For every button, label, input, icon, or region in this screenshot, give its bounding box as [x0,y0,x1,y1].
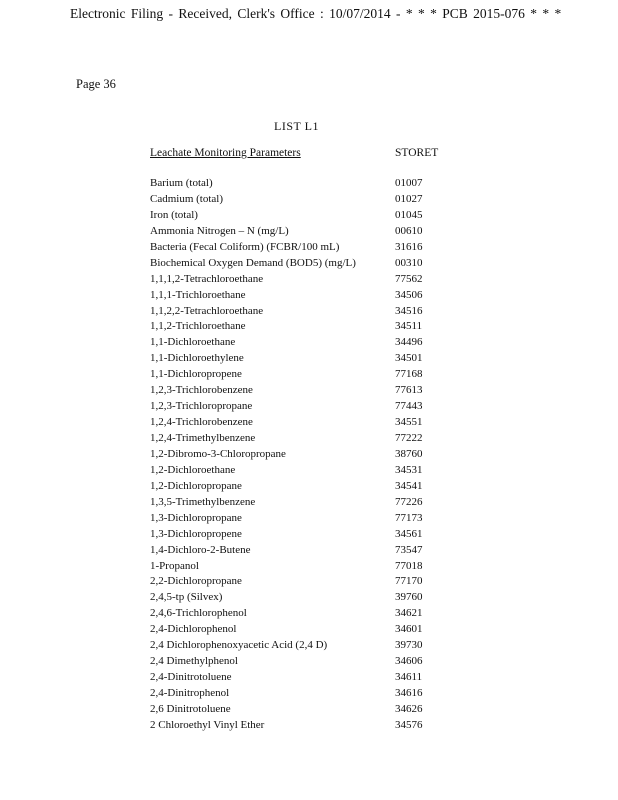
storet-code: 01007 [395,177,423,189]
list-title: LIST L1 [274,119,319,133]
storet-code: 77226 [395,495,423,508]
storet-code: 00310 [395,256,423,269]
parameter-name: Iron (total) [150,208,198,221]
parameter-name: 1,1,1-Trichloroethane [150,288,246,301]
table-row [150,702,470,718]
parameter-name: 1,2-Dichloropropane [150,479,242,492]
table-row [150,399,470,415]
parameter-name: 2,6 Dinitrotoluene [150,702,231,715]
table-row [150,208,470,224]
table-row [150,543,470,559]
parameter-name: 1,2,4-Trichlorobenzene [150,416,253,429]
storet-code: 77443 [395,400,423,413]
column-header-storet: STORET [395,147,439,159]
column-header-parameters: Leachate Monitoring Parameters [150,147,301,159]
parameter-name: 1,1,2,2-Tetrachloroethane [150,304,264,317]
table-row [150,686,470,702]
storet-code: 34511 [395,320,423,333]
storet-code: 77018 [395,559,423,572]
parameter-name: 1-Propanol [150,559,199,572]
storet-code: 39760 [395,591,423,604]
parameter-name: 2,4 Dichlorophenoxyacetic Acid (2,4 D) [150,639,328,652]
storet-code: 34531 [395,463,423,476]
storet-code: 34616 [395,687,423,699]
parameter-name: 1,1-Dichloroethane [150,336,236,349]
table-row [150,479,470,495]
storet-code: 77562 [395,272,423,285]
filing-header: Electronic Filing - Received, Clerk's Office : 10/07/2014 - * * * PCB 2015-076 * * * [70,6,562,21]
storet-code: 34501 [395,352,423,365]
table-row [150,606,470,622]
storet-code: 01027 [395,192,423,205]
storet-code: 34516 [395,304,423,317]
parameter-name: 1,2,3-Trichlorobenzene [150,384,253,397]
parameter-name: 2,2-Dichloropropane [150,575,242,588]
storet-code: 34606 [395,655,423,668]
parameter-name: 1,1-Dichloroethylene [150,352,244,365]
storet-code: 77613 [395,384,423,397]
parameter-name: 1,1,2-Trichloroethane [150,320,246,333]
storet-code: 77170 [395,575,423,588]
table-row [150,511,470,527]
parameter-name: 1,1,1,2-Tetrachloroethane [150,272,264,285]
storet-code: 34601 [395,623,423,636]
storet-code: 73547 [395,543,423,556]
parameter-list [150,176,470,734]
parameter-name: Biochemical Oxygen Demand (BOD5) (mg/L) [150,256,356,269]
parameter-name: 2,4-Dinitrophenol [150,687,230,699]
table-row [150,622,470,638]
table-row [150,718,470,734]
storet-code: 34551 [395,416,423,429]
storet-code: 34611 [395,671,423,684]
table-row [150,590,470,606]
storet-code: 34621 [395,607,423,620]
parameter-name: 1,2,4-Trimethylbenzene [150,432,256,444]
table-row [150,335,470,351]
table-row [150,415,470,431]
table-row [150,559,470,575]
table-row [150,240,470,256]
storet-code: 01045 [395,208,423,221]
table-row [150,319,470,335]
table-row [150,224,470,240]
table-row [150,192,470,208]
table-row [150,463,470,479]
parameter-name: 2,4,6-Trichlorophenol [150,607,247,620]
parameter-name: 2 Chloroethyl Vinyl Ether [150,718,265,731]
table-row [150,351,470,367]
storet-code: 34576 [395,718,423,731]
parameter-name: 1,4-Dichloro-2-Butene [150,543,251,556]
parameter-name: 1,3-Dichloropropane [150,511,242,524]
parameter-name: Bacteria (Fecal Coliform) (FCBR/100 mL) [150,240,340,253]
table-row [150,574,470,590]
table-row [150,670,470,686]
storet-code: 38760 [395,447,423,460]
parameter-name: 2,4-Dichlorophenol [150,623,237,636]
parameter-name: Ammonia Nitrogen – N (mg/L) [150,224,289,237]
storet-code: 34626 [395,702,423,715]
table-row [150,638,470,654]
table-row [150,256,470,272]
storet-code: 77222 [395,432,423,444]
table-row [150,447,470,463]
table-row [150,176,470,192]
storet-code: 31616 [395,240,423,253]
table-row [150,431,470,447]
table-row [150,495,470,511]
table-row [150,367,470,383]
storet-code: 34496 [395,336,423,349]
page-number: Page 36 [76,77,116,91]
table-row [150,304,470,320]
storet-code: 77173 [395,511,423,524]
parameter-name: 1,2-Dibromo-3-Chloropropane [150,447,286,460]
storet-code: 00610 [395,224,423,237]
parameter-name: 2,4-Dinitrotoluene [150,671,232,684]
parameter-name: 1,2,3-Trichloropropane [150,400,253,413]
storet-code: 34506 [395,288,423,301]
parameter-name: Cadmium (total) [150,192,224,205]
parameter-name: 1,2-Dichloroethane [150,463,236,476]
storet-code: 39730 [395,639,423,652]
parameter-name: 1,3,5-Trimethylbenzene [150,495,256,508]
table-row [150,383,470,399]
storet-code: 77168 [395,368,423,381]
parameter-name: 2,4 Dimethylphenol [150,655,238,668]
table-row [150,288,470,304]
parameter-name: Barium (total) [150,177,213,189]
storet-code: 34561 [395,527,423,540]
parameter-name: 1,1-Dichloropropene [150,368,242,381]
parameter-name: 2,4,5-tp (Silvex) [150,591,223,604]
table-row [150,654,470,670]
storet-code: 34541 [395,479,423,492]
parameter-name: 1,3-Dichloropropene [150,527,242,540]
table-row [150,272,470,288]
table-row [150,527,470,543]
